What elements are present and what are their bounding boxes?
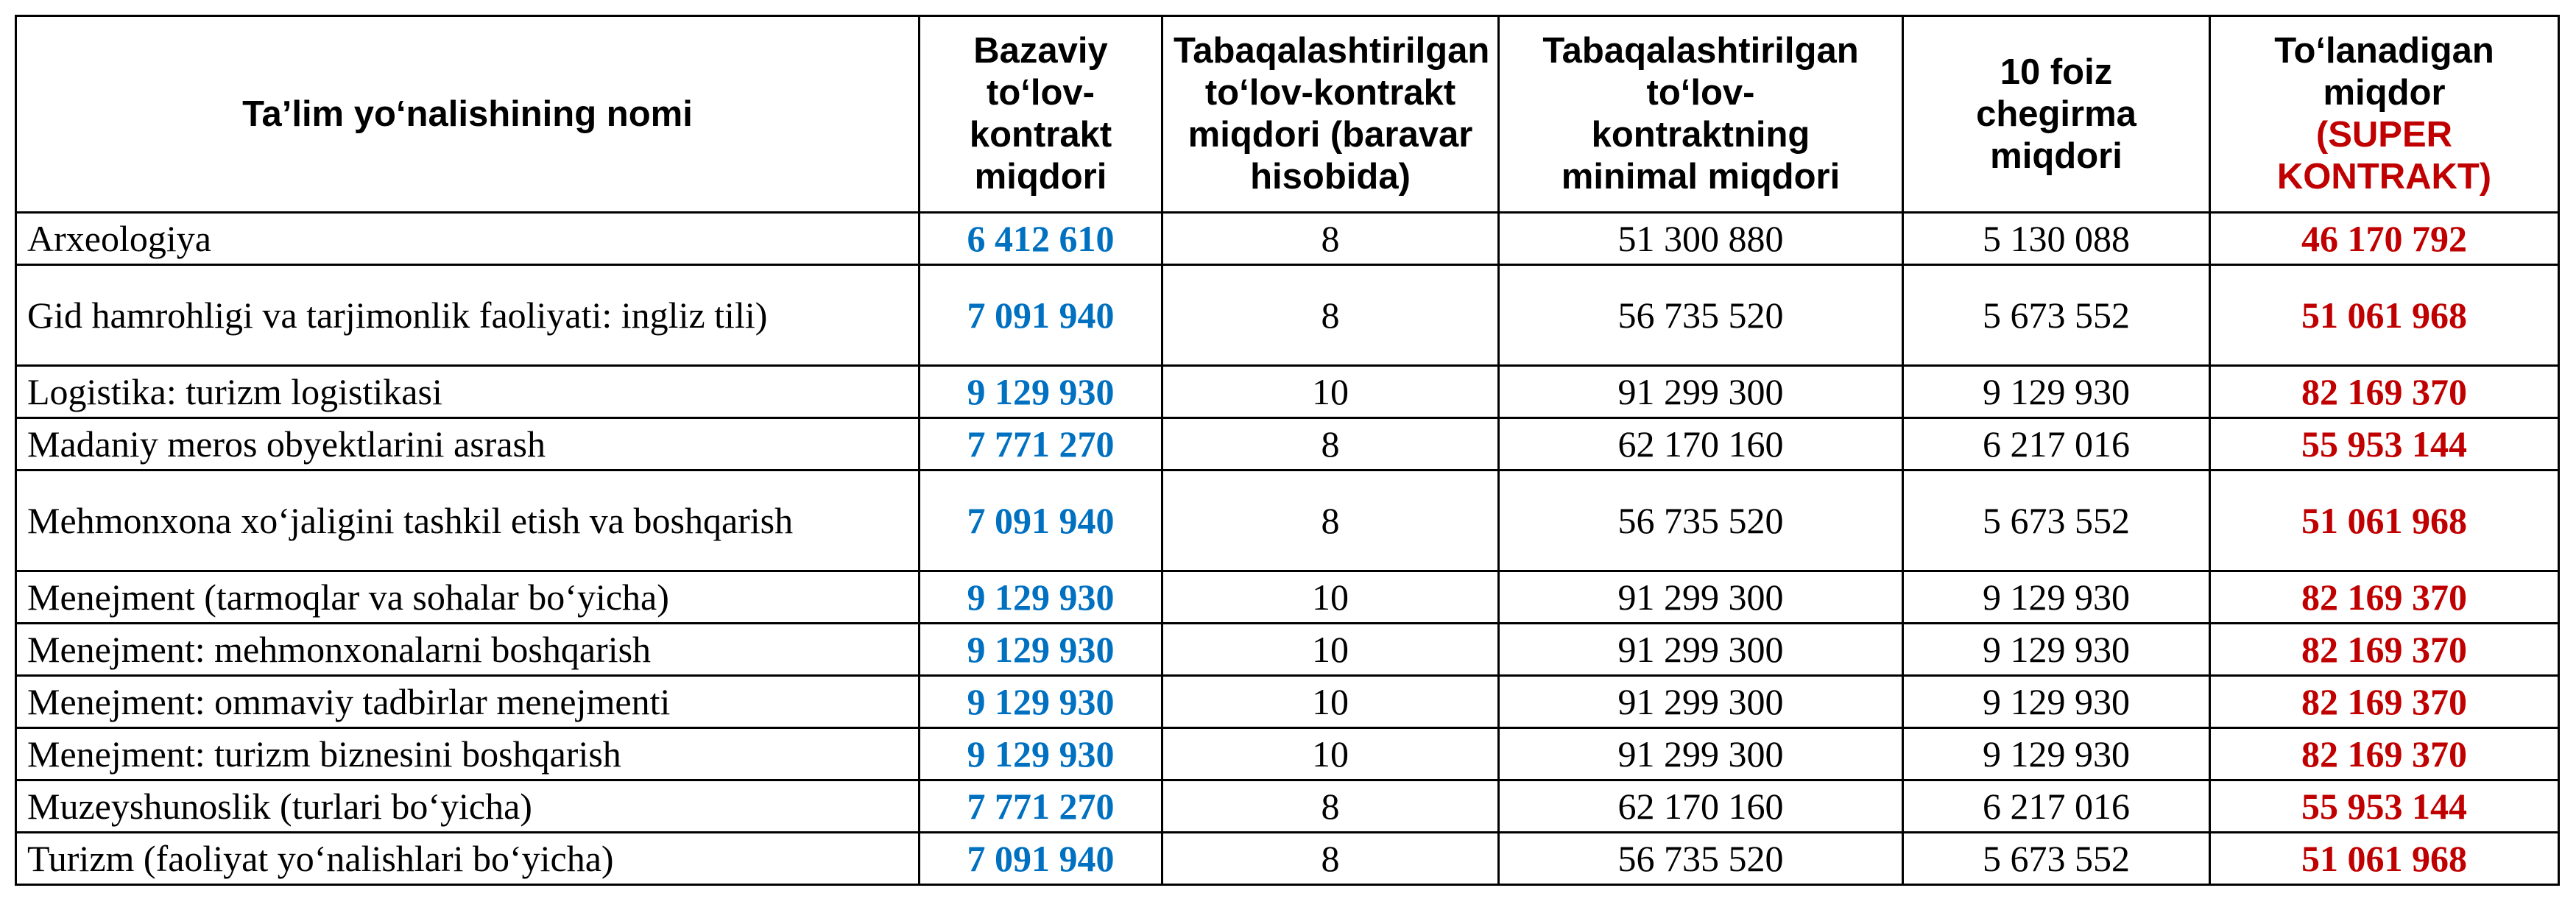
multiplier-cell: 8 [1162, 780, 1499, 833]
multiplier-cell: 10 [1162, 366, 1499, 418]
program-name-cell: Menejment: turizm biznesini boshqarish [16, 728, 920, 780]
program-name-cell: Arxeologiya [16, 213, 920, 265]
header-multiplier-line: to‘lov-kontrakt [1204, 73, 1456, 113]
base-contract-cell: 7 771 270 [920, 780, 1162, 833]
table-row [16, 418, 2559, 470]
payable-amount-cell: 82 169 370 [2210, 571, 2559, 624]
table-row [16, 833, 2559, 885]
multiplier-cell: 8 [1162, 265, 1499, 366]
program-name-cell: Menejment: ommaviy tadbirlar menejmenti [16, 676, 920, 728]
discount-cell: 9 129 930 [1903, 676, 2210, 728]
base-contract-cell: 9 129 930 [920, 366, 1162, 418]
header-multiplier [1162, 16, 1499, 213]
discount-cell: 6 217 016 [1903, 780, 2210, 833]
discount-cell: 6 217 016 [1903, 418, 2210, 470]
base-contract-cell: 7 091 940 [920, 470, 1162, 571]
discount-cell: 5 673 552 [1903, 265, 2210, 366]
minimal-amount-cell: 62 170 160 [1499, 418, 1903, 470]
payable-amount-cell: 82 169 370 [2210, 624, 2559, 676]
program-name-cell: Logistika: turizm logistikasi [16, 366, 920, 418]
discount-cell: 5 673 552 [1903, 833, 2210, 885]
header-super-contract-line: KONTRAKT) [2276, 157, 2492, 197]
header-base-line: Bazaviy [973, 31, 1108, 71]
multiplier-cell: 8 [1162, 213, 1499, 265]
base-contract-cell: 9 129 930 [920, 676, 1162, 728]
payable-amount-cell: 46 170 792 [2210, 213, 2559, 265]
minimal-amount-cell: 91 299 300 [1499, 571, 1903, 624]
table-row [16, 213, 2559, 265]
header-name-text: Ta’lim yo‘nalishining nomi [242, 94, 693, 134]
header-multiplier-line: hisobida) [1250, 157, 1411, 197]
minimal-amount-cell: 62 170 160 [1499, 780, 1903, 833]
multiplier-cell: 10 [1162, 676, 1499, 728]
program-name-cell: Muzeyshunoslik (turlari bo‘yicha) [16, 780, 920, 833]
header-payable-line: miqdor [2323, 73, 2446, 113]
header-minimal-line: to‘lov- [1646, 73, 1755, 113]
program-name-cell: Madaniy meros obyektlarini asrash [16, 418, 920, 470]
minimal-amount-cell: 91 299 300 [1499, 624, 1903, 676]
multiplier-cell: 10 [1162, 624, 1499, 676]
base-contract-cell: 9 129 930 [920, 728, 1162, 780]
header-super-contract-line: (SUPER [2315, 115, 2453, 155]
table-row [16, 571, 2559, 624]
table-header [16, 16, 2559, 213]
header-minimal-line: minimal miqdori [1561, 157, 1841, 197]
base-contract-cell: 6 412 610 [920, 213, 1162, 265]
program-name-cell: Gid hamrohligi va tarjimonlik faoliyati: ingliz tili) [16, 265, 920, 366]
header-discount-line: 10 foiz [2000, 52, 2113, 92]
table-row [16, 624, 2559, 676]
header-base [920, 16, 1162, 213]
header-base-line: kontrakt [969, 115, 1112, 155]
header-payable [2210, 16, 2559, 213]
header-payable-line: To‘lanadigan [2274, 31, 2494, 71]
header-multiplier-line: Tabaqalashtirilgan [1174, 31, 1490, 71]
multiplier-cell: 8 [1162, 418, 1499, 470]
discount-cell: 9 129 930 [1903, 624, 2210, 676]
payable-amount-cell: 55 953 144 [2210, 418, 2559, 470]
table-row [16, 780, 2559, 833]
header-minimal [1499, 16, 1903, 213]
payable-amount-cell: 51 061 968 [2210, 470, 2559, 571]
payable-amount-cell: 82 169 370 [2210, 366, 2559, 418]
discount-cell: 5 673 552 [1903, 470, 2210, 571]
header-row [16, 16, 2559, 213]
multiplier-cell: 8 [1162, 833, 1499, 885]
program-name-cell: Mehmonxona xo‘jaligini tashkil etish va boshqarish [16, 470, 920, 571]
table-row [16, 265, 2559, 366]
program-name-cell: Menejment: mehmonxonalarni boshqarish [16, 624, 920, 676]
base-contract-cell: 7 771 270 [920, 418, 1162, 470]
base-contract-cell: 9 129 930 [920, 571, 1162, 624]
header-minimal-line: kontraktning [1591, 115, 1810, 155]
table-row [16, 676, 2559, 728]
header-discount [1903, 16, 2210, 213]
payable-amount-cell: 55 953 144 [2210, 780, 2559, 833]
program-name-cell: Menejment (tarmoqlar va sohalar bo‘yicha) [16, 571, 920, 624]
table-body [16, 213, 2559, 885]
discount-cell: 9 129 930 [1903, 571, 2210, 624]
table-row [16, 728, 2559, 780]
discount-cell: 5 130 088 [1903, 213, 2210, 265]
header-name [16, 16, 920, 213]
base-contract-cell: 7 091 940 [920, 265, 1162, 366]
table-row [16, 470, 2559, 571]
header-multiplier-line: miqdori (baravar [1188, 115, 1473, 155]
header-discount-line: miqdori [1990, 135, 2122, 176]
minimal-amount-cell: 91 299 300 [1499, 676, 1903, 728]
minimal-amount-cell: 51 300 880 [1499, 213, 1903, 265]
minimal-amount-cell: 91 299 300 [1499, 366, 1903, 418]
base-contract-cell: 9 129 930 [920, 624, 1162, 676]
multiplier-cell: 10 [1162, 728, 1499, 780]
payable-amount-cell: 51 061 968 [2210, 265, 2559, 366]
contract-table [15, 15, 2560, 886]
minimal-amount-cell: 56 735 520 [1499, 470, 1903, 571]
discount-cell: 9 129 930 [1903, 366, 2210, 418]
minimal-amount-cell: 56 735 520 [1499, 833, 1903, 885]
minimal-amount-cell: 91 299 300 [1499, 728, 1903, 780]
header-base-line: to‘lov- [987, 73, 1095, 113]
header-base-line: miqdori [974, 157, 1107, 197]
multiplier-cell: 8 [1162, 470, 1499, 571]
payable-amount-cell: 51 061 968 [2210, 833, 2559, 885]
base-contract-cell: 7 091 940 [920, 833, 1162, 885]
header-discount-line: chegirma [1976, 94, 2136, 134]
payable-amount-cell: 82 169 370 [2210, 676, 2559, 728]
program-name-cell: Turizm (faoliyat yo‘nalishlari bo‘yicha) [16, 833, 920, 885]
minimal-amount-cell: 56 735 520 [1499, 265, 1903, 366]
table-row [16, 366, 2559, 418]
header-minimal-line: Tabaqalashtirilgan [1542, 31, 1859, 71]
discount-cell: 9 129 930 [1903, 728, 2210, 780]
multiplier-cell: 10 [1162, 571, 1499, 624]
payable-amount-cell: 82 169 370 [2210, 728, 2559, 780]
